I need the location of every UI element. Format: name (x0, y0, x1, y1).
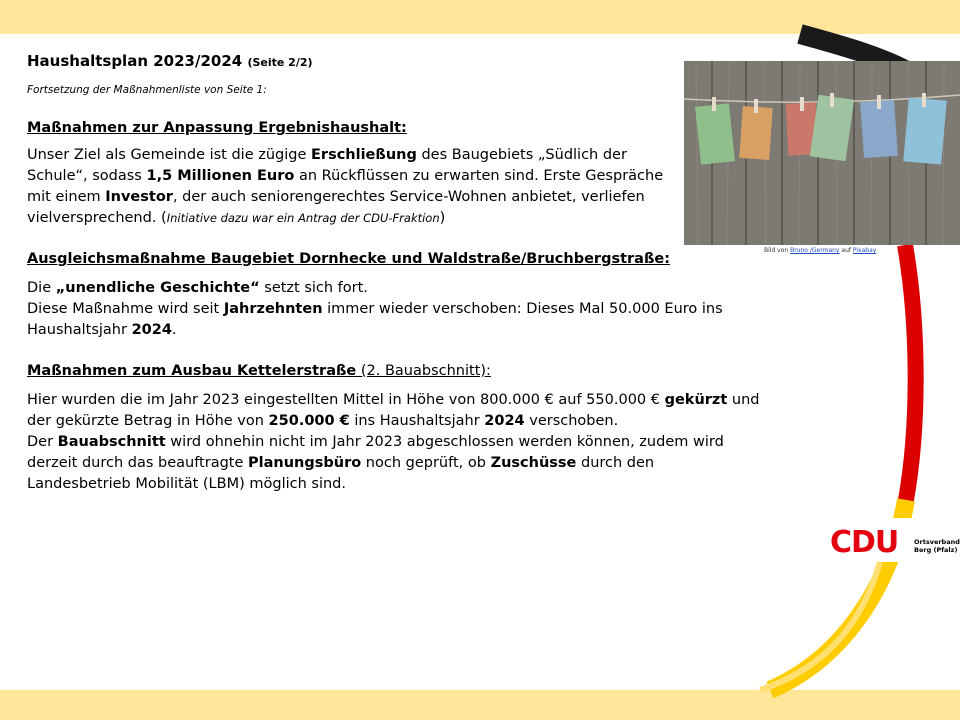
title-main: Haushaltsplan 2023/2024 (27, 52, 243, 70)
cdu-logo-line2: Berg (Pfalz) (914, 546, 958, 554)
text-run: und der gekürzte Betrag in Höhe von (27, 392, 760, 429)
bold-run: 2024 (484, 413, 525, 429)
section2-paragraph (27, 278, 747, 341)
section3-heading (27, 363, 767, 379)
text-run: wird ohnehin nicht im Jahr 2023 abgeschlossen werden können, zudem wird derzeit durch das beauftragte (27, 434, 724, 471)
text-run: immer wieder verschoben: Dieses Mal 50.000 Euro ins Haushaltsjahr (27, 301, 723, 338)
text-run: setzt sich fort. (259, 280, 368, 296)
bold-run: Investor (105, 189, 173, 205)
section1-paragraph (27, 145, 677, 229)
credit-prefix: Bild von (764, 247, 791, 254)
text-run: an Rückflüssen zu erwarten sind. Erste Gespräche mit einem (27, 168, 664, 205)
text-run: Der (27, 434, 58, 450)
euro-banknotes-photo (684, 61, 960, 245)
image-credit (764, 247, 876, 254)
text-run: , der auch seniorengerechtes Service-Wohnen anbietet, verliefen vielversprechend. ( (27, 189, 645, 226)
bold-run: Bauabschnitt (57, 434, 166, 450)
section1-heading-suffix: : (401, 120, 407, 136)
bold-run: Zuschüsse (490, 455, 577, 471)
section1-heading (27, 120, 767, 136)
page-title (27, 52, 767, 70)
section1-heading-text: Maßnahmen zur Anpassung Ergebnishaushalt (27, 120, 402, 136)
bold-run: „unendliche Geschichte“ (55, 280, 260, 296)
bold-run: Jahrzehnten (223, 301, 323, 317)
section3-heading-text: Maßnahmen zum Ausbau Kettelerstraße (27, 363, 357, 379)
section3-paragraph (27, 390, 762, 495)
banknotes-illustration (684, 61, 960, 245)
text-run: . (171, 322, 177, 338)
bold-run: 2024 (131, 322, 172, 338)
text-run: ins Haushaltsjahr (349, 413, 485, 429)
title-page-indicator: (Seite 2/2) (247, 56, 313, 69)
text-run: Die (27, 280, 56, 296)
credit-author-link[interactable]: Bruno /Germany (790, 247, 840, 254)
text-run: des Baugebiets „Südlich der Schule“, sodass (27, 147, 627, 184)
section3-heading-suffix: (2. Bauabschnitt): (356, 363, 491, 379)
section2-heading: Ausgleichsmaßnahme Baugebiet Dornhecke und Waldstraße/Bruchbergstraße: (27, 251, 671, 267)
cdu-logo-subtitle (914, 538, 960, 554)
cdu-logo (826, 518, 960, 562)
text-run: durch den Landesbetrieb Mobilität (LBM) möglich sind. (27, 455, 655, 492)
bold-run: gekürzt (664, 392, 728, 408)
credit-middle: auf (839, 247, 853, 254)
text-run: Hier wurden die im Jahr 2023 eingestellten Mittel in Höhe von 800.000 € auf 550.000 € (27, 392, 665, 408)
bold-run: 250.000 € (268, 413, 350, 429)
text-run: verschoben. (524, 413, 619, 429)
text-run: Diese Maßnahme wird seit (27, 301, 224, 317)
text-run: noch geprüft, ob (361, 455, 491, 471)
credit-site-link[interactable]: Pixabay (852, 247, 877, 254)
text-run: ) (439, 210, 446, 226)
cdu-logo-line1: Ortsverband (914, 538, 960, 546)
main-content (27, 52, 767, 495)
red-swoosh-stroke (905, 245, 916, 500)
continuation-note: Fortsetzung der Maßnahmenliste von Seite 1: (27, 84, 267, 96)
bold-run: Planungsbüro (248, 455, 362, 471)
bold-run: Erschließung (311, 147, 417, 163)
italic-run: Initiative dazu war ein Antrag der CDU-Fraktion (166, 211, 440, 225)
cdu-logo-mark: CDU (830, 525, 899, 560)
bold-run: 1,5 Millionen Euro (146, 168, 295, 184)
text-run: Unser Ziel als Gemeinde ist die zügige (27, 147, 312, 163)
